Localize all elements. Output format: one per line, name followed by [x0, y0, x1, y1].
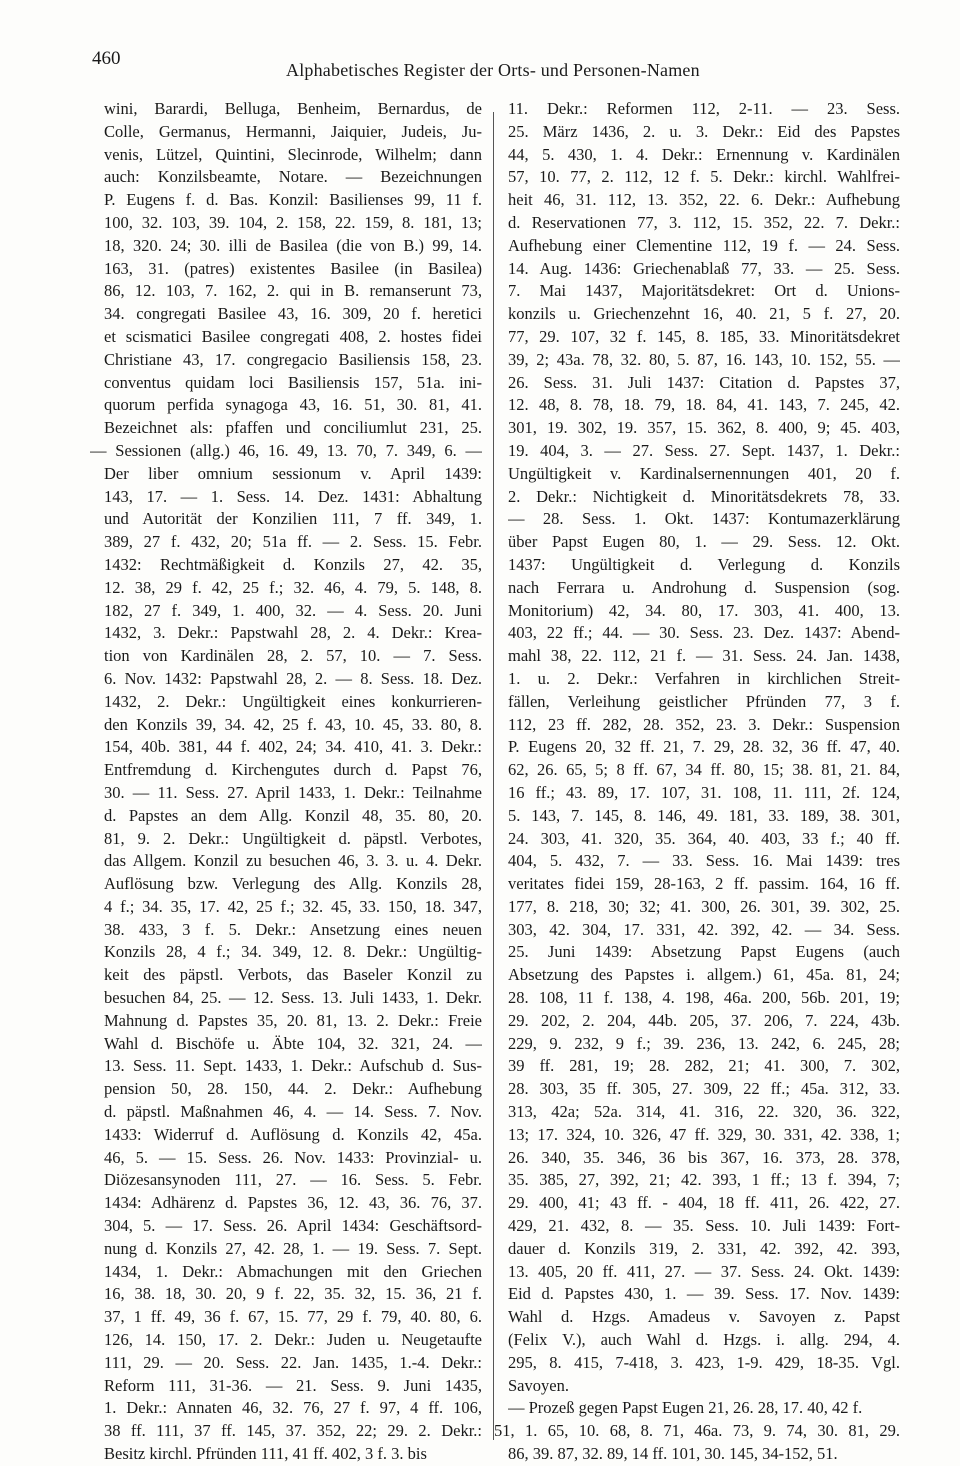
text-line: 2. Dekr.: Nichtigkeit d. Minoritätsdekrets 78, 33.	[508, 486, 900, 506]
text-line: 24. 303, 41. 320, 35. 364, 40. 403, 33 f.; 40 ff.	[508, 828, 900, 848]
text-line: 1432, 3. Dekr.: Papstwahl 28, 2. 4. Dekr.: Krea-	[104, 623, 482, 643]
text-line: d. päpstl. Maßnahmen 46, 4. — 14. Sess. 7. Nov.	[104, 1102, 482, 1122]
text-line: Eid d. Papstes 430, 1. — 39. Sess. 17. Nov. 1439:	[508, 1284, 900, 1304]
text-line: 1437: Ungültigkeit d. Verlegung d. Konzils	[508, 554, 900, 574]
left-column	[90, 98, 482, 1466]
text-line: Entfremdung d. Kirchengutes durch d. Papst 76,	[104, 760, 482, 780]
text-line: 13. 405, 20 ff. 411, 27. — 37. Sess. 24. Okt. 1439:	[508, 1261, 900, 1281]
text-line: P. Eugens f. d. Bas. Konzil: Basilienses 99, 11 f.	[104, 190, 482, 210]
text-line: Diözesansynoden 111, 27. — 16. Sess. 5. Febr.	[104, 1170, 482, 1190]
text-line: 154, 40b. 381, 44 f. 402, 24; 34. 410, 41. 3. Dekr.:	[104, 737, 482, 757]
text-line: 25. März 1436, 2. u. 3. Dekr.: Eid des Papstes	[508, 121, 900, 141]
text-line: 16, 38. 18, 30. 20, 9 f. 22, 35. 32, 15. 36, 21 f.	[104, 1284, 482, 1304]
text-line: besuchen 84, 25. — 12. Sess. 13. Juli 1433, 1. Dekr.	[104, 988, 482, 1008]
text-line: Wahl d. Bischöfe u. Äbte 104, 32. 321, 24. —	[104, 1033, 482, 1053]
text-line: nach Ferrara u. Androhung d. Suspension (sog.	[508, 577, 900, 597]
text-line: 34. congregati Basilee 43, 16. 309, 20 f. heretici	[104, 304, 482, 324]
text-line: veritates fidei 159, 28-163, 2 ff. passim. 164, 16 ff.	[508, 874, 900, 894]
text-line: 30. — 11. Sess. 27. April 1433, 1. Dekr.: Teilnahme	[104, 782, 482, 802]
text-line: 4 f.; 34. 35, 17. 42, 25 f.; 32. 45, 33. 150, 18. 347,	[104, 896, 482, 916]
text-line: mahl 38, 22. 112, 21 f. — 31. Sess. 24. Jan. 1438,	[508, 646, 900, 666]
text-line: 26. 340, 35. 346, 36 bis 367, 16. 373, 28. 378,	[508, 1147, 900, 1167]
text-line: 19. 404, 3. — 27. Sess. 27. Sept. 1437, 1. Dekr.:	[508, 440, 900, 460]
text-line: 25. Juni 1439: Absetzung Papst Eugens (auch	[508, 942, 900, 962]
text-line: 1433: Widerruf d. Auflösung d. Konzils 42, 45a.	[104, 1124, 482, 1144]
text-line: Auflösung bzw. Verlegung des Allg. Konzils 28,	[104, 874, 482, 894]
text-line: Konzils 28, 4 f.; 34. 349, 12. 8. Dekr.: Ungültig-	[104, 942, 482, 962]
text-line: 38 ff. 111, 37 ff. 145, 37. 352, 22; 29. 2. Dekr.:	[104, 1421, 482, 1441]
text-line: 301, 19. 302, 19. 357, 15. 362, 8. 400, 9; 45. 403,	[508, 418, 900, 438]
text-line: 86, 39. 87, 32. 89, 14 ff. 101, 30. 145, 34-152, 51.	[508, 1444, 838, 1464]
text-line: 143, 17. — 1. Sess. 14. Dez. 1431: Abhaltung	[104, 486, 482, 506]
text-line: Reform 111, 31-36. — 21. Sess. 9. Juni 1435,	[104, 1375, 482, 1395]
text-line: — Prozeß gegen Papst Eugen 21, 26. 28, 17. 40, 42 f.	[508, 1398, 863, 1418]
text-line: 44, 5. 430, 1. 4. Dekr.: Ernennung v. Kardinälen	[508, 144, 900, 164]
text-line: pension 50, 28. 150, 44. 2. Dekr.: Aufhebung	[104, 1079, 482, 1099]
text-line: 86, 12. 103, 7. 162, 2. qui in B. remanserunt 73,	[104, 281, 482, 301]
text-line: dauer d. Konzils 319, 2. 331, 42. 392, 42. 393,	[508, 1238, 900, 1258]
page-number: 460	[92, 48, 121, 69]
text-line: 39, 2; 43a. 78, 32. 80, 5. 87, 16. 143, 10. 152, 55. —	[508, 349, 900, 369]
text-line: 16 ff.; 43. 89, 17. 107, 31. 108, 11. 111, 2f. 124,	[508, 782, 900, 802]
text-line: 14. Aug. 1436: Griechenablaß 77, 33. — 25. Sess.	[508, 258, 900, 278]
text-line: 1434, 1. Dekr.: Abmachungen mit den Griechen	[104, 1261, 482, 1281]
text-line: und Autorität der Konzilien 111, 7 ff. 349, 1.	[104, 509, 482, 529]
text-line: Aufhebung einer Clementine 112, 19 f. — 24. Sess.	[508, 235, 900, 255]
text-line: 77, 29. 107, 32 f. 145, 8. 185, 33. Minoritätsdekret	[508, 326, 900, 346]
text-line: Christiane 43, 17. congregacio Basiliensis 158, 23.	[104, 349, 482, 369]
text-line: 11. Dekr.: Reformen 112, 2-11. — 23. Sess.	[508, 99, 900, 118]
text-line: das Allgem. Konzil zu besuchen 46, 3. 3. u. 4. Dekr.	[104, 851, 482, 871]
text-line: 429, 21. 432, 8. — 35. Sess. 10. Juli 1439: Fort-	[508, 1216, 900, 1236]
text-line: d. Papstes an dem Allg. Konzil 48, 35. 80, 20.	[104, 805, 482, 825]
text-line: P. Eugens 20, 32 ff. 21, 7. 29, 28. 32, 36 ff. 47, 40.	[508, 737, 900, 757]
text-line: nung d. Konzils 27, 42. 28, 1. — 19. Sess. 7. Sept.	[104, 1238, 482, 1258]
text-line: conventus quidam loci Basiliensis 157, 51a. ini-	[104, 372, 482, 392]
text-line: wini, Barardi, Belluga, Benheim, Bernardus, de	[104, 99, 482, 118]
text-line: 46, 5. — 15. Sess. 26. Nov. 1433: Provinzial- u.	[104, 1147, 482, 1167]
text-line: — 28. Sess. 1. Okt. 1437: Kontumazerklärung	[508, 509, 900, 529]
text-line: 26. Sess. 31. Juli 1437: Citation d. Papstes 37,	[508, 372, 900, 392]
text-line: über Papst Eugen 80, 1. — 29. Sess. 12. Okt.	[508, 532, 900, 552]
text-line: 295, 8. 415, 7-418, 3. 423, 1-9. 429, 18-35. Vgl.	[508, 1352, 900, 1372]
text-line: 1434: Adhärenz d. Papstes 36, 12. 43, 36. 76, 37.	[104, 1193, 482, 1213]
text-line: 163, 31. (patres) existentes Basilee (in Basilea)	[104, 258, 482, 278]
text-line: konzils u. Griechenzehnt 16, 40. 21, 5 f. 27, 20.	[508, 304, 900, 324]
text-line: heit 46, 31. 112, 13. 352, 22. 6. Dekr.: Aufhebung	[508, 190, 900, 210]
text-line: et scismatici Basilee congregati 408, 2. hostes fidei	[104, 326, 482, 346]
text-line: 1. Dekr.: Annaten 46, 32. 76, 27 f. 97, 4 ff. 106,	[104, 1398, 482, 1418]
text-line: 1. u. 2. Dekr.: Verfahren in kirchlichen Streit-	[508, 668, 900, 688]
text-line: 313, 42a; 52a. 314, 41. 316, 22. 320, 36. 322,	[508, 1102, 900, 1122]
column-divider	[493, 112, 494, 1440]
text-line: 12. 48, 8. 78, 18. 79, 18. 84, 41. 143, 7. 245, 42.	[508, 395, 900, 415]
text-line: Colle, Germanus, Hermanni, Jaiquier, Judeis, Ju-	[104, 121, 482, 141]
text-line: 403, 22 ff.; 44. — 30. Sess. 23. Dez. 1437: Abend-	[508, 623, 900, 643]
text-line: 389, 27 f. 432, 20; 51a ff. — 2. Sess. 15. Febr.	[104, 532, 482, 552]
text-line: 7. Mai 1437, Majoritätsdekret: Ort d. Unions-	[508, 281, 900, 301]
text-line: venis, Lützel, Quintini, Slecinrode, Wilhelm; dann	[104, 144, 482, 164]
text-line: 112, 23 ff. 282, 28. 352, 23. 3. Dekr.: Suspension	[508, 714, 900, 734]
text-line: Ungültigkeit v. Kardinalsernennungen 401, 20 f.	[508, 463, 900, 483]
text-line: 35. 385, 27, 392, 21; 42. 393, 1 ff.; 13 f. 394, 7;	[508, 1170, 900, 1190]
text-line: 303, 42. 304, 17. 331, 42. 392, 42. — 34. Sess.	[508, 919, 900, 939]
text-line: 126, 14. 150, 17. 2. Dekr.: Juden u. Neugetaufte	[104, 1330, 482, 1350]
text-line: 81, 9. 2. Dekr.: Ungültigkeit d. päpstl. Verbotes,	[104, 828, 482, 848]
text-line: 51, 1. 65, 10. 68, 8. 71, 46a. 73, 9. 74, 30. 81, 29.	[494, 1421, 900, 1441]
text-line: 29. 400, 41; 43 ff. - 404, 18 ff. 411, 26. 422, 27.	[508, 1193, 900, 1213]
text-line: Bezeichnet als: pfaffen und conciliumlut 231, 25.	[104, 418, 482, 438]
text-line: fällen, Verleihung geistlicher Pfründen 77, 3 f.	[508, 691, 900, 711]
text-line: Mahnung d. Papstes 35, 20. 81, 13. 2. Dekr.: Freie	[104, 1010, 482, 1030]
text-line: Wahl d. Hzgs. Amadeus v. Savoyen z. Papst	[508, 1307, 900, 1327]
text-line: 182, 27 f. 349, 1. 400, 32. — 4. Sess. 20. Juni	[104, 600, 482, 620]
text-line: Monitorium) 42, 34. 80, 17. 303, 41. 400, 13.	[508, 600, 900, 620]
text-line: 37, 1 ff. 49, 36 f. 67, 15. 77, 29 f. 79, 40. 80, 6.	[104, 1307, 482, 1327]
text-line: 111, 29. — 20. Sess. 22. Jan. 1435, 1.-4. Dekr.:	[104, 1352, 482, 1372]
text-line: 404, 5. 432, 7. — 33. Sess. 16. Mai 1439: tres	[508, 851, 900, 871]
text-line: den Konzils 39, 34. 42, 25 f. 43, 10. 45, 33. 80, 8.	[104, 714, 482, 734]
text-line: 229, 9. 232, 9 f.; 39. 236, 13. 242, 6. 245, 28;	[508, 1033, 900, 1053]
text-line: — Sessionen (allg.) 46, 16. 49, 13. 70, 7. 349, 6. —	[90, 440, 482, 460]
text-line: 304, 5. — 17. Sess. 26. April 1434: Geschäftsord-	[104, 1216, 482, 1236]
text-line: 177, 8. 218, 30; 32; 41. 300, 26. 301, 39. 302, 25.	[508, 896, 900, 916]
text-line: 39 ff. 281, 19; 28. 282, 21; 41. 300, 7. 302,	[508, 1056, 900, 1076]
text-line: (Felix V.), auch Wahl d. Hzgs. i. allg. 294, 4.	[508, 1330, 900, 1350]
text-line: 28. 303, 35 ff. 305, 27. 309, 22 ff.; 45a. 312, 33.	[508, 1079, 900, 1099]
text-line: 5. 143, 7. 145, 8. 146, 49. 181, 33. 189, 38. 301,	[508, 805, 900, 825]
text-line: 18, 320. 24; 30. illi de Basilea (die von B.) 99, 14.	[104, 235, 482, 255]
text-line: 29. 202, 2. 204, 44b. 205, 37. 206, 7. 224, 43b.	[508, 1010, 900, 1030]
text-line: Besitz kirchl. Pfründen 111, 41 ff. 402, 3 f. 3. bis	[104, 1444, 427, 1464]
text-line: d. Reservationen 77, 3. 112, 15. 352, 22. 7. Dekr.:	[508, 212, 900, 232]
text-line: tion von Kardinälen 28, 2. 57, 10. — 7. Sess.	[104, 646, 482, 666]
text-line: Der liber omnium sessionum v. April 1439:	[104, 463, 482, 483]
text-line: keit des päpstl. Verbots, das Baseler Konzil zu	[104, 965, 482, 985]
text-line: 100, 32. 103, 39. 104, 2. 158, 22. 159, 8. 181, 13;	[104, 212, 482, 232]
text-line: Absetzung des Papstes i. allgem.) 61, 45a. 81, 24;	[508, 965, 900, 985]
text-line: 1432, 2. Dekr.: Ungültigkeit eines konkurrieren-	[104, 691, 482, 711]
text-line: auch: Konzilsbeamte, Notare. — Bezeichnungen	[104, 167, 482, 187]
text-line: 1432: Rechtmäßigkeit d. Konzils 27, 42. 35,	[104, 554, 482, 574]
text-line: Savoyen.	[508, 1375, 569, 1395]
text-line: 38. 433, 3 f. 5. Dekr.: Ansetzung eines neuen	[104, 919, 482, 939]
text-line: 6. Nov. 1432: Papstwahl 28, 2. — 8. Sess. 18. Dez.	[104, 668, 482, 688]
text-line: 13; 17. 324, 10. 326, 47 ff. 329, 30. 331, 42. 338, 1;	[508, 1124, 900, 1144]
text-line: 13. Sess. 11. Sept. 1433, 1. Dekr.: Aufschub d. Sus-	[104, 1056, 482, 1076]
right-column	[494, 98, 900, 1466]
text-line: 12. 38, 29 f. 42, 25 f.; 32. 46, 4. 79, 5. 148, 8.	[104, 577, 482, 597]
text-line: 62, 26. 65, 5; 8 ff. 67, 34 ff. 80, 15; 38. 81, 21. 84,	[508, 760, 900, 780]
running-title: Alphabetisches Register der Orts- und Personen-Namen	[286, 60, 700, 80]
text-line: quorum perfida synagoga 43, 16. 51, 30. 81, 41.	[104, 395, 482, 415]
text-line: 57, 10. 77, 2. 112, 12 f. 5. Dekr.: kirchl. Wahlfrei-	[508, 167, 900, 187]
text-line: 28. 108, 11 f. 138, 4. 198, 46a. 200, 56b. 201, 19;	[508, 988, 900, 1008]
